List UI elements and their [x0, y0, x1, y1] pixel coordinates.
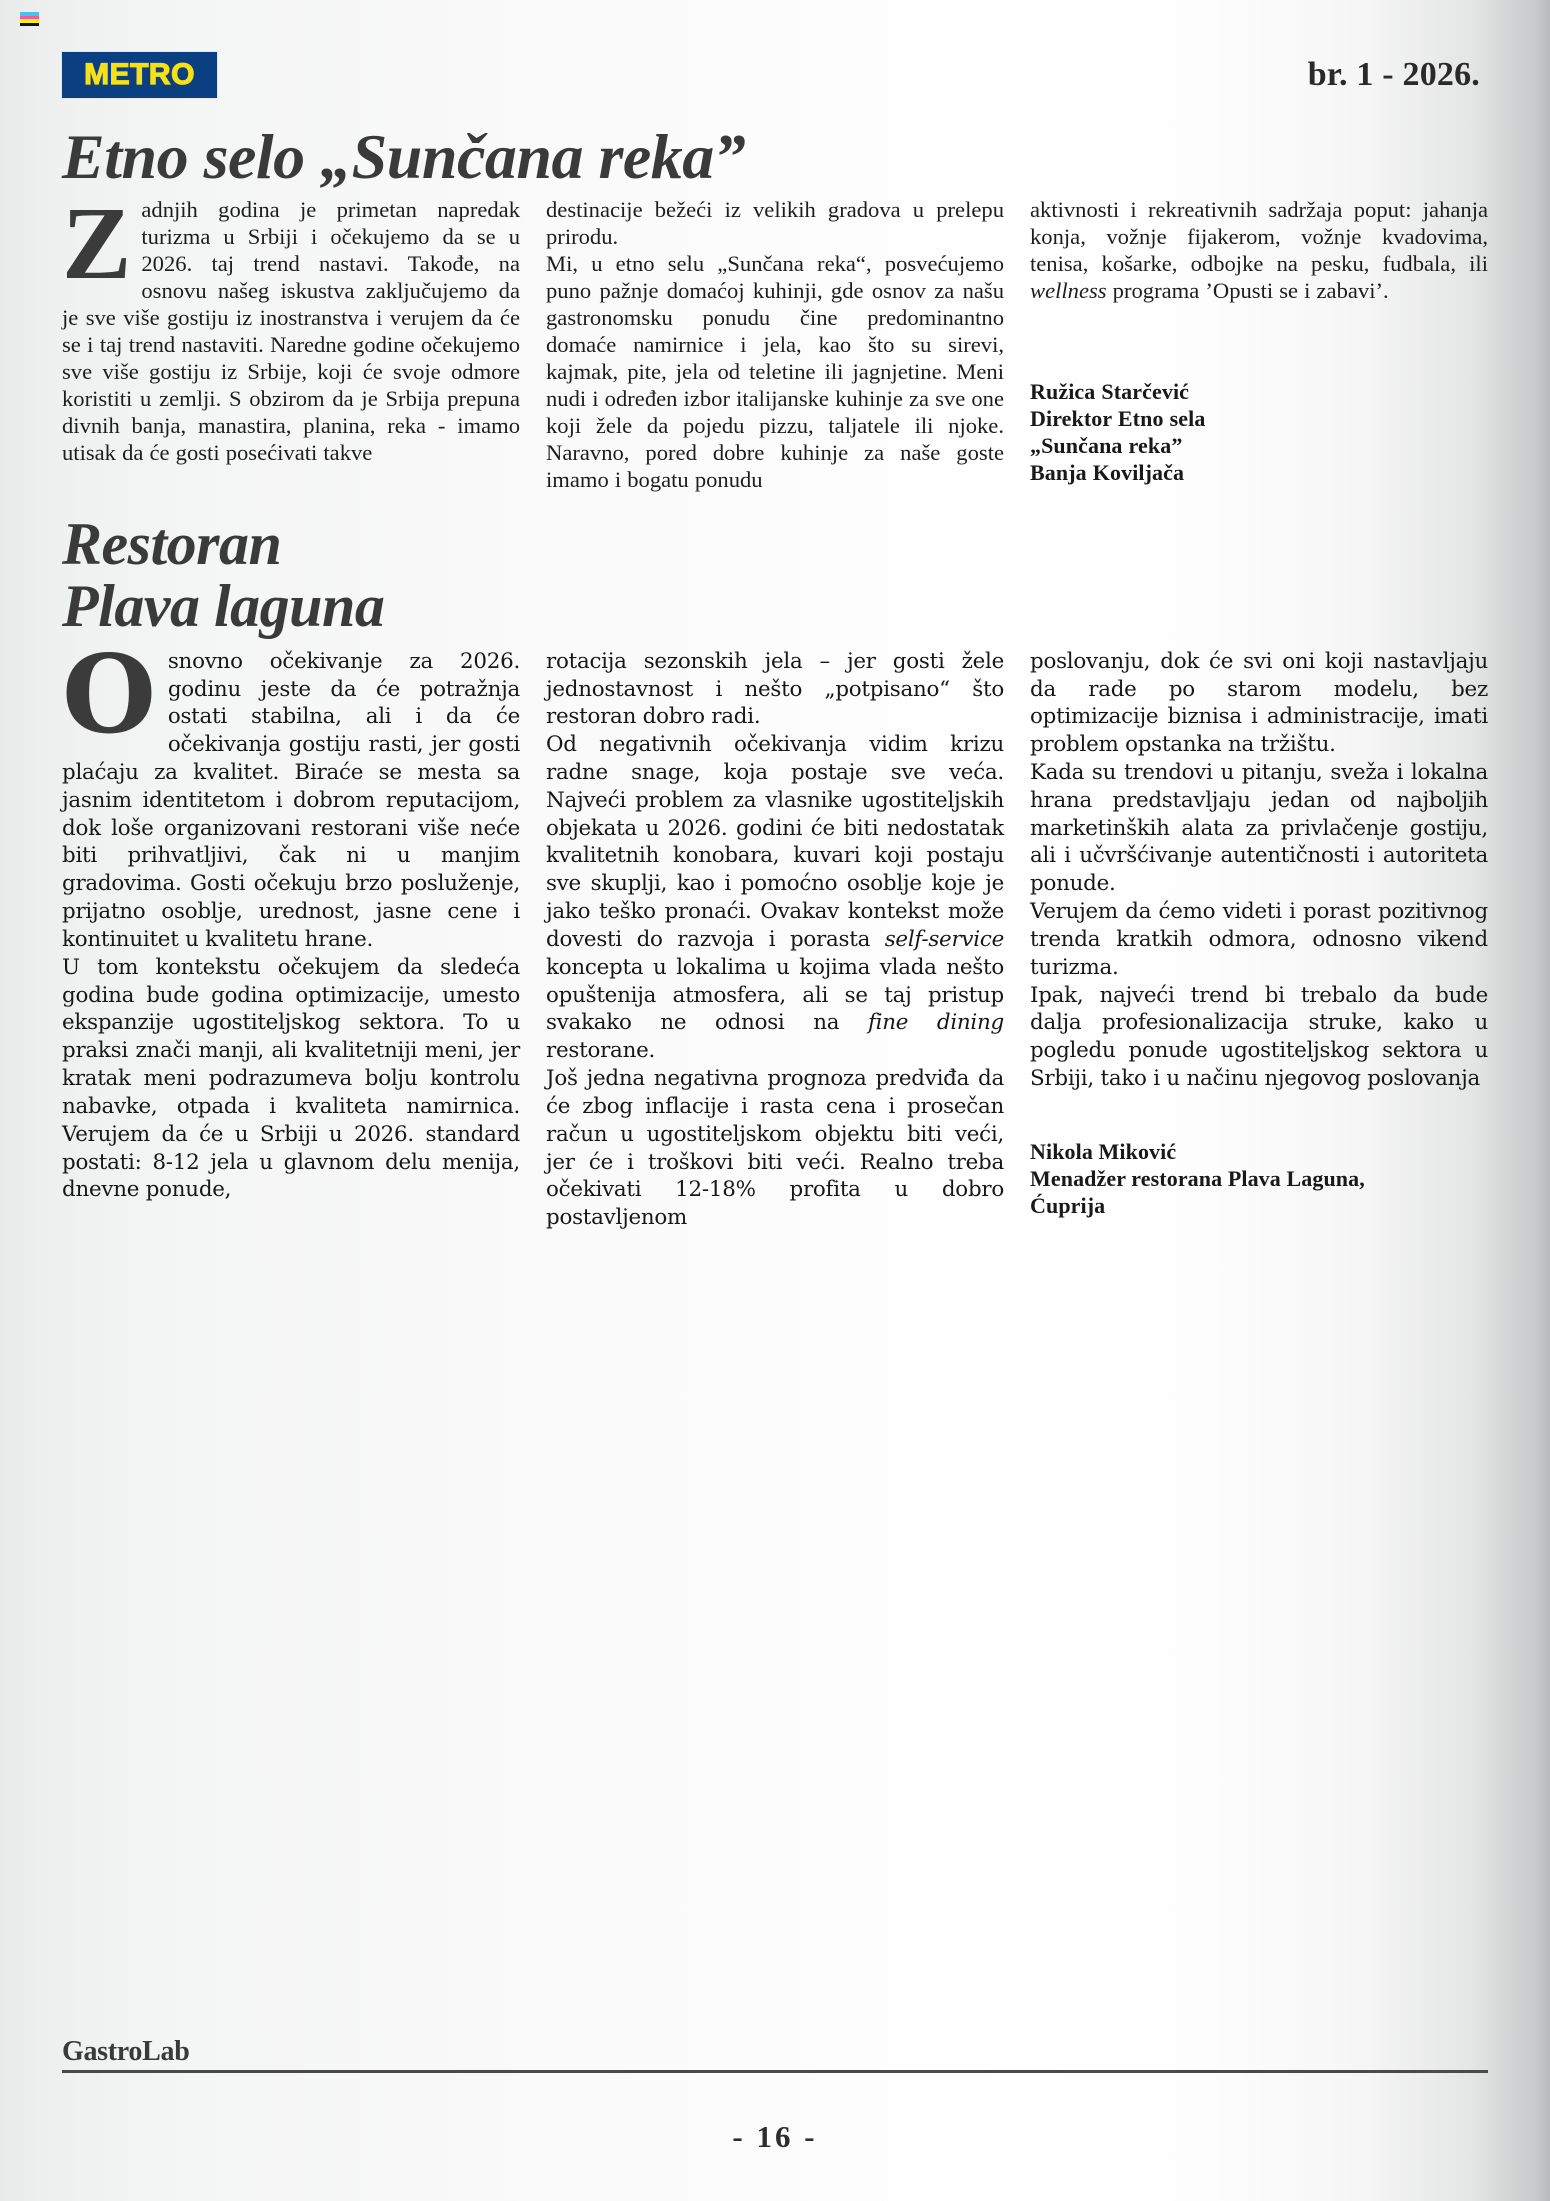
- article-2-signature: [1030, 1139, 1488, 1219]
- issue-number: br. 1 - 2026.: [1307, 56, 1480, 93]
- article-1-column-3: [1030, 197, 1488, 494]
- article-1-headline: Etno selo „Sunčana reka”: [62, 121, 746, 192]
- article-2-paragraph: U tom kontekstu očekujem da sledeća godina bude godina optimizacije, umesto ekspanzije ugostiteljskog sektora. To u praksi znači manji, ali kvalitetniji meni, jer kratak meni podrazumeva bolju kontrolu nabavke, otpada i kvaliteta namirnica. Verujem da će u Srbiji u 2026. standard postati: 8-12 jela u glavnom delu menija, dnevne ponude,: [62, 954, 520, 1203]
- article-2-headline-line-1: Restoran: [62, 511, 282, 578]
- article-2-headline: [62, 511, 1488, 639]
- article-2-column-1: [62, 631, 520, 1232]
- signature-role: Direktor Etno sela: [1030, 406, 1206, 432]
- article-2-emphasis-self-service: self-service: [884, 926, 1004, 952]
- dropcap-z: Z: [62, 186, 132, 302]
- dropcap-o: O: [62, 631, 156, 758]
- article-2-column-2-text-mid: koncepta u lokalima u kojima vlada nešto opuštenija atmosfera, ali se taj pristup svakako ne odnosi na: [546, 954, 1004, 1036]
- article-1-column-1: [62, 186, 520, 494]
- page-footer: [62, 2036, 1488, 2155]
- article-1-paragraph: [62, 186, 520, 467]
- article-2-paragraph: poslovanju, dok će svi oni koji nastavljaju da rade po starom modelu, bez optimizacije biznisa i administracije, imati problem opstanka na tržištu.: [1030, 648, 1488, 758]
- signature-name: Nikola Miković: [1030, 1138, 1177, 1164]
- article-2-paragraph: rotacija sezonskih jela – jer gosti žele jednostavnost i nešto „potpisano“ što restoran dobro radi.: [546, 648, 1004, 730]
- signature-city: Ćuprija: [1030, 1192, 1106, 1218]
- footer-brand: GastroLab: [62, 2036, 190, 2067]
- article-1-columns: [62, 186, 1488, 494]
- signature-place: „Sunčana reka”: [1030, 432, 1183, 458]
- article-2-paragraph: [546, 731, 1004, 1065]
- article-2-paragraph: Još jedna negativna prognoza predviđa da će zbog inflacije i rasta cena i prosečan račun u ugostiteljskom objektu biti veći, jer će i troškovi biti veći. Realno treba očekivati 12-18% profita u dobro postavljenom: [546, 1066, 1004, 1231]
- article-2-column-2: [546, 648, 1004, 1232]
- signature-city: Banja Koviljača: [1030, 459, 1185, 485]
- article-1-column-3-text-pre: aktivnosti i rekreativnih sadržaja poput: jahanja konja, vožnje fijakerom, vožnje kvadovima, tenisa, košarke, odbojke na pesku, fudbala, ili: [1030, 197, 1488, 277]
- metro-logo: [62, 52, 217, 98]
- article-2-paragraph: Verujem da ćemo videti i porast pozitivnog trenda kratkih odmora, odnosno vikend turizma.: [1030, 899, 1488, 980]
- masthead: [62, 0, 1488, 112]
- article-1-column-3-text-post: programa ’Opusti se i zabavi’.: [1106, 278, 1389, 304]
- signature-name: Ružica Starčević: [1030, 379, 1190, 405]
- article-1-column-2: [546, 197, 1004, 494]
- article-1-paragraph: Mi, u etno selu „Sunčana reka“, posvećujemo puno pažnje domaćoj kuhinji, gde osnov za našu gastronomsku ponudu čine predominantno domaće namirnice i jela, kao što su sirevi, kajmak, pite, jela od teletine ili jagnjetine. Meni nudi i određen izbor italijanske kuhinje za sve one koji žele da pojedu pizzu, taljatele ili njoke. Naravno, pored dobre kuhinje za naše goste imamo i bogatu ponudu: [546, 251, 1004, 493]
- article-2-emphasis-fine-dining: fine dining: [867, 1010, 1004, 1036]
- article-1-column-1-text: adnjih godina je primetan napredak turizma u Srbiji i očekujemo da se u 2026. taj trend nastavi. Takođe, na osnovu našeg iskustva zaključujemo da je sve više gostiju iz inostranstva i verujem da će se i taj trend nastaviti. Naredne godine očekujemo sve više gostiju iz Srbije, koji će svoje odmore koristiti u zemlji. S obzirom da je Srbija prepuna divnih banja, manastira, planina, reka - imamo utisak da će gosti posećivati takve: [62, 197, 520, 466]
- article-2-columns: [62, 631, 1488, 1232]
- registration-color-bar: [20, 12, 39, 26]
- article-2-column-2-text-post: restorane.: [546, 1038, 656, 1064]
- article-1-paragraph: destinacije bežeći iz velikih gradova u prelepu prirodu.: [546, 197, 1004, 250]
- article-2-paragraph: Kada su trendovi u pitanju, sveža i lokalna hrana predstavljaju jedan od najboljih marketinških alata za privlačenje gostiju, ali i učvršćivanje autentičnosti i autoriteta ponude.: [1030, 760, 1488, 897]
- article-1-emphasis-wellness: wellness: [1030, 278, 1107, 304]
- metro-logo-text: METRO: [84, 58, 195, 91]
- article-1-paragraph: [1030, 197, 1488, 305]
- article-2-headline-line-2: Plava laguna: [62, 572, 385, 639]
- page-number: - 16 -: [732, 2119, 818, 2154]
- article-2-column-2-text-pre: Od negativnih očekivanja vidim krizu radne snage, koja postaje sve veća. Najveći problem za vlasnike ugostiteljskih objekata u 2026. godini će biti nedostatak kvalitetnih konobara, kuvari koji postaju sve skuplji, kao i pomoćno osoblje koje je jako teško pronaći. Ovakav kontekst može dovesti do razvoja i porasta: [546, 732, 1004, 952]
- article-1-signature: [1030, 379, 1488, 486]
- footer-divider: [62, 2070, 1488, 2073]
- signature-role: Menadžer restorana Plava Laguna,: [1030, 1165, 1365, 1191]
- article-2-column-1-text: snovno očekivanje za 2026. godinu jeste da će potražnja ostati stabilna, ali i da će očekivanja gostiju rasti, jer gosti plaćaju za kvalitet. Biraće se mesta sa jasnim identitetom i dobrom reputacijom, dok loše organizovani restorani više neće biti prihvatljivi, čak ni u manjim gradovima. Gosti očekuju brzo posluženje, prijatno osoblje, urednost, jasne cene i kontinuitet u kvalitetu hrane.: [62, 648, 520, 952]
- article-2-paragraph: Ipak, najveći trend bi trebalo da bude dalja profesionalizacija struke, kako u pogledu ponude ugostiteljskog sektora u Srbiji, tako i u načinu njegovog poslovanja: [1030, 982, 1488, 1092]
- article-2-paragraph: [62, 631, 520, 954]
- article-2-column-3: [1030, 648, 1488, 1232]
